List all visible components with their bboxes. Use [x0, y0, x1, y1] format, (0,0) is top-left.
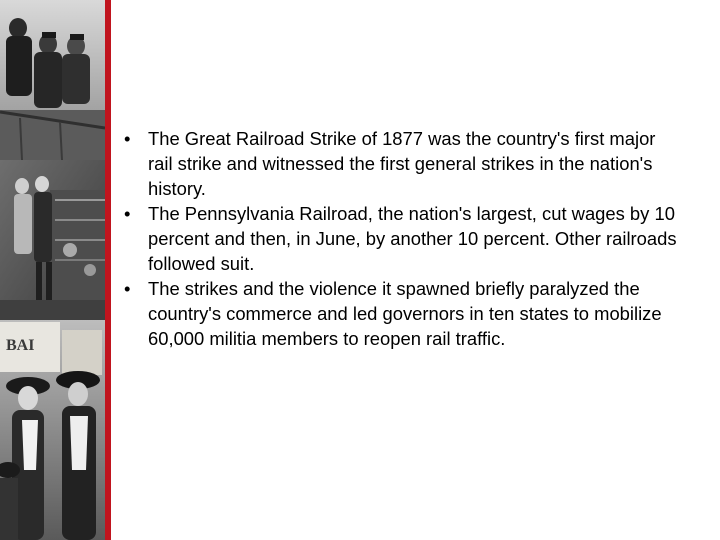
bullet-item — [124, 276, 684, 351]
bullet-text: The Great Railroad Strike of 1877 was the country's first major rail strike and witnessed the first general strikes in the nation's history. — [148, 128, 656, 199]
collage-svg — [0, 0, 105, 540]
sign-fragment-text: BAI — [6, 337, 35, 354]
bullet-text: The strikes and the violence it spawned briefly paralyzed the country's commerce and led governors in ten states to mobilize 60,000 militia members to reopen rail traffic. — [148, 278, 662, 349]
historical-photo-collage — [0, 0, 105, 540]
bullet-item — [124, 126, 684, 201]
bullet-glyph: • — [124, 203, 131, 224]
bullet-text: The Pennsylvania Railroad, the nation's largest, cut wages by 10 percent and then, in June, by another 10 percent. Other railroads followed suit. — [148, 203, 677, 274]
child-mill-workers-photo — [0, 160, 105, 320]
workers-on-railcar-photo — [0, 0, 105, 160]
bullet-glyph: • — [124, 128, 131, 149]
bullet-glyph: • — [124, 278, 131, 299]
bullet-list — [124, 126, 684, 351]
red-vertical-rule — [105, 0, 111, 540]
bullet-item — [124, 201, 684, 276]
women-strikers-photo — [0, 320, 105, 540]
